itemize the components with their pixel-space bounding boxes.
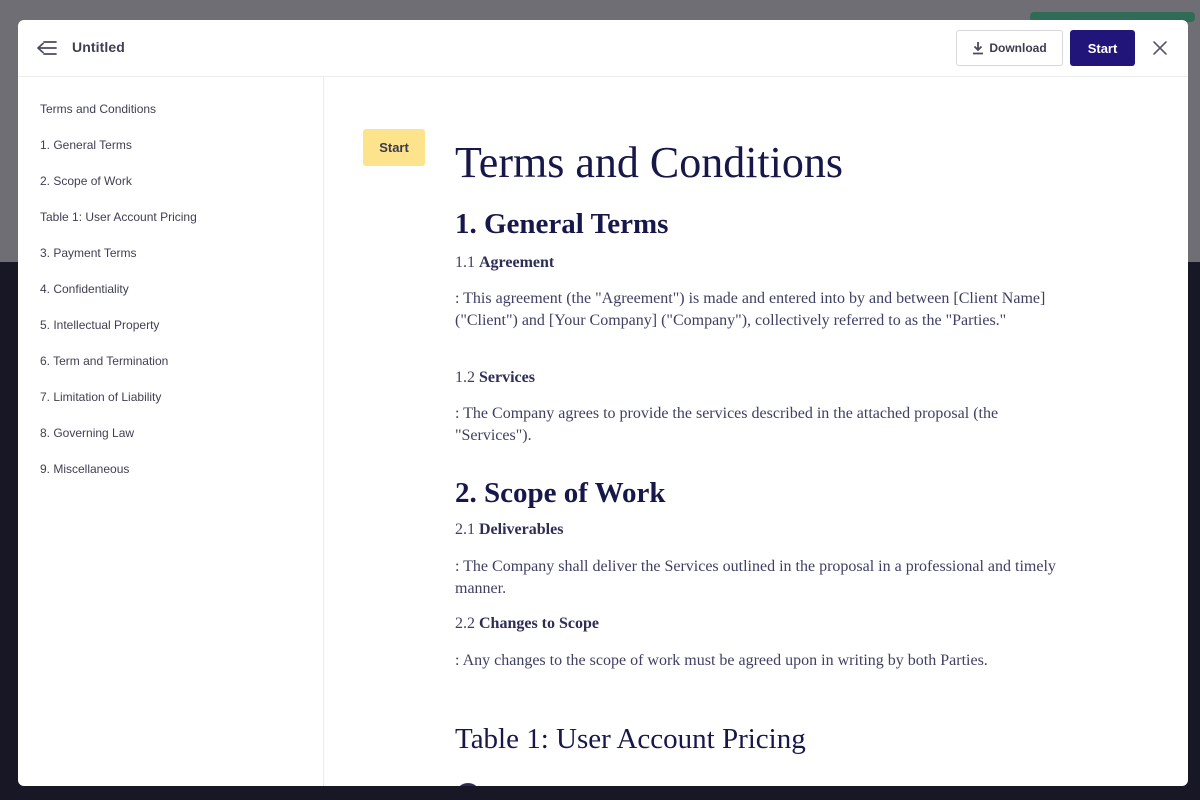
toc-item-scope-of-work[interactable]: 2. Scope of Work	[40, 174, 132, 188]
section-heading-general-terms[interactable]: 1. General Terms	[455, 208, 669, 240]
paragraph-services[interactable]: : The Company agrees to provide the services described in the attached proposal (the "Services").	[455, 405, 999, 444]
subsection-number: 2.1	[455, 521, 475, 538]
document-content	[325, 77, 1188, 786]
toc-item-governing-law[interactable]: 8. Governing Law	[40, 426, 135, 440]
paragraph-changes-to-scope[interactable]: : Any changes to the scope of work must be agreed upon in writing by both Parties.	[455, 652, 988, 669]
toc-item-user-account-pricing[interactable]: Table 1: User Account Pricing	[40, 210, 197, 224]
table-heading-user-account-pricing[interactable]: Table 1: User Account Pricing	[455, 723, 806, 755]
toc-item-term-and-termination[interactable]: 6. Term and Termination	[40, 354, 169, 368]
close-icon[interactable]	[1152, 40, 1168, 56]
document-title[interactable]: Untitled	[72, 39, 125, 55]
toc-item-terms-and-conditions[interactable]: Terms and Conditions	[40, 102, 157, 116]
download-icon	[972, 41, 984, 55]
subsection-deliverables[interactable]	[455, 521, 563, 539]
subsection-number: 2.2	[455, 615, 475, 632]
start-button[interactable]: Start	[1070, 30, 1135, 66]
menu-collapse-icon[interactable]	[36, 38, 58, 58]
subsection-title: Agreement	[479, 254, 555, 271]
toc-item-miscellaneous[interactable]: 9. Miscellaneous	[40, 462, 130, 476]
toc-item-general-terms[interactable]: 1. General Terms	[40, 138, 132, 152]
modal-header	[18, 20, 1188, 77]
page-title[interactable]: Terms and Conditions	[455, 138, 844, 187]
document-modal	[18, 20, 1188, 786]
toc-item-limitation-of-liability[interactable]: 7. Limitation of Liability	[40, 390, 162, 404]
toc-item-intellectual-property[interactable]: 5. Intellectual Property	[40, 318, 160, 332]
subsection-number: 1.2	[455, 369, 475, 386]
subsection-number: 1.1	[455, 254, 475, 271]
toc-item-payment-terms[interactable]: 3. Payment Terms	[40, 246, 137, 260]
table-of-contents	[18, 77, 324, 786]
subsection-title: Services	[479, 369, 535, 386]
subsection-services[interactable]	[455, 369, 535, 387]
paragraph-agreement[interactable]: : This agreement (the "Agreement") is made and entered into by and between [Client Name] ("Client") and [Your Company] ("Company"), collectively referred to as the "Parties."	[455, 290, 1046, 329]
download-label: Download	[989, 41, 1047, 55]
subsection-title: Deliverables	[479, 521, 564, 538]
partial-element	[455, 783, 481, 786]
subsection-title: Changes to Scope	[479, 615, 600, 632]
subsection-agreement[interactable]	[455, 254, 554, 272]
paragraph-deliverables[interactable]: : The Company shall deliver the Services outlined in the proposal in a professional and timely manner.	[455, 558, 1056, 597]
subsection-changes-to-scope[interactable]	[455, 615, 599, 633]
start-tag[interactable]: Start	[363, 129, 425, 166]
section-heading-scope-of-work[interactable]: 2. Scope of Work	[455, 477, 666, 509]
download-button[interactable]	[956, 30, 1063, 66]
toc-item-confidentiality[interactable]: 4. Confidentiality	[40, 282, 129, 296]
